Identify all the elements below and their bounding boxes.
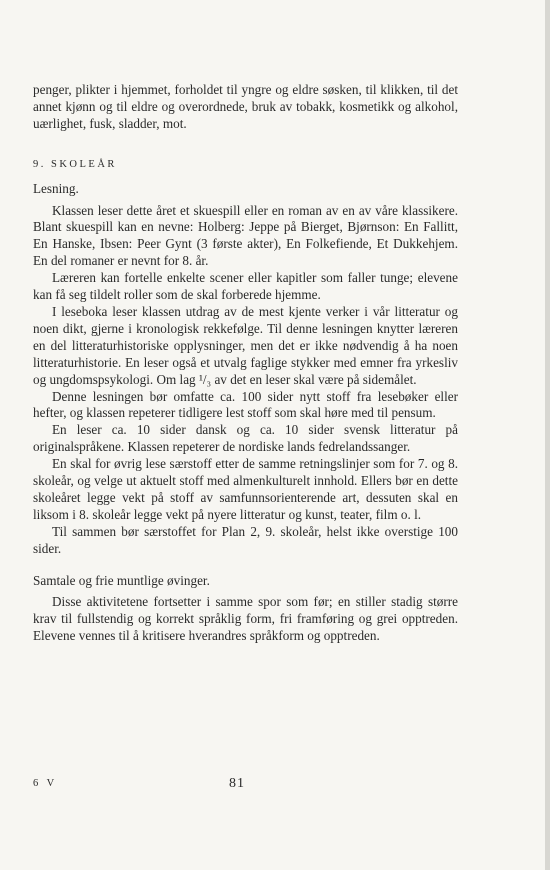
paragraph-continuation: penger, plikter i hjemmet, forholdet til yngre og eldre søsken, til klikken, til det annet kjønn og til eldre og overordnede, bruk av tobakk, kosmetikk og alkohol, uærlighet, fusk, sladder, mot. bbox=[33, 82, 458, 131]
signature-mark: 6 V bbox=[33, 778, 58, 789]
paragraph: Disse aktivitetene fortsetter i samme spor som før; en stiller stadig større krav til fullstendig og korrekt språklig form, fri framføring og grei opptreden. Elevene vennes til å kritisere hverandres språkform og opptreden. bbox=[33, 594, 458, 644]
page-number: 81 bbox=[229, 776, 245, 791]
page-edge bbox=[545, 0, 550, 870]
paragraph: Denne lesningen bør omfatte ca. 100 sider nytt stoff fra lesebøker eller hefter, og klassen repeterer tidligere lest stoff som skal høre med til pensum. bbox=[33, 388, 458, 421]
paragraph: Klassen leser dette året et skuespill eller en roman av en av våre klassikere. Blant skuespill kan en nevne: Holberg: Jeppe på Bierget, Bjørnson: En Fallitt, En Hanske, Ibsen: Peer Gynt (3 første akter), En Folkefiende, Et Dukkehjem. En del romaner er nevnt for 8. år. bbox=[33, 202, 458, 269]
subheading-lesning: Lesning. bbox=[33, 180, 79, 196]
body-text bbox=[33, 82, 458, 645]
paragraph: En leser ca. 10 sider dansk og ca. 10 sider svensk litteratur på originalspråkene. Klassen repeterer de nordiske lands fedrelandssanger. bbox=[33, 422, 458, 455]
subheading-samtale: Samtale og frie muntlige øvinger. bbox=[33, 572, 210, 588]
section-heading: 9. SKOLEÅR bbox=[33, 158, 117, 170]
paragraph: En skal for øvrig lese særstoff etter de samme retningslinjer som for 7. og 8. skoleår, og velge ut aktuelt stoff med almenkulturelt innhold. Ellers bør en dette skoleåret legge vekt på stoff av samfunnsorienterende art, dessuten skal en liksom i 8. skoleår legge vekt på nyere litteratur og kunst, teater, film o. l. bbox=[33, 456, 458, 522]
paragraph: Til sammen bør særstoffet for Plan 2, 9. skoleår, helst ikke overstige 100 sider. bbox=[33, 523, 458, 556]
paragraph: I leseboka leser klassen utdrag av de mest kjente verker i vår litteratur og noen dikt, gjerne i kronologisk rekkefølge. Til denne lesningen knytter læreren en del litteraturhistoriske opplysninger, men det er ikke nødvendig å ha noen litteraturhistorie. En leser også et utvalg faglige stykker med emner fra yrkesliv og ungdomspsykologi. Om lag ¹/₃ av det en leser skal være på sidemålet. bbox=[33, 303, 458, 387]
page-footer bbox=[33, 776, 458, 794]
paragraph: Læreren kan fortelle enkelte scener eller kapitler som faller tunge; elevene kan få seg tildelt roller som de skal forberede hjemme. bbox=[33, 270, 458, 303]
